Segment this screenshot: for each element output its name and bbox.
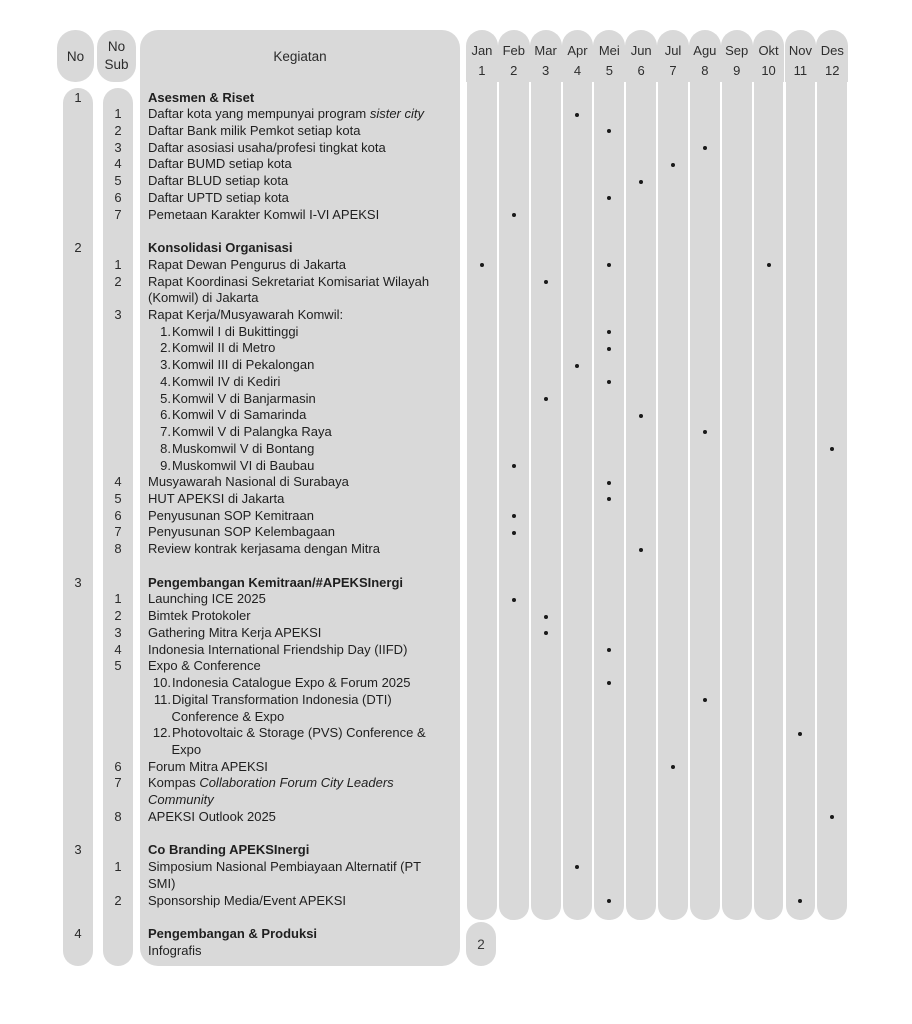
row-activity-cell — [140, 274, 458, 291]
row-list-marker: 2. — [160, 340, 171, 356]
row-activity-cell — [140, 324, 458, 341]
schedule-row — [0, 926, 912, 943]
activity-month-dot — [607, 129, 611, 133]
activity-month-dot — [639, 180, 643, 184]
row-activity-cell — [140, 123, 458, 140]
activity-text: Pengembangan Kemitraan/#APEKSInergi — [148, 574, 404, 590]
row-subno-cell: 7 — [114, 775, 122, 791]
row-activity-cell — [140, 675, 458, 692]
activity-month-dot — [830, 815, 834, 819]
row-activity-cell — [140, 524, 458, 541]
schedule-row — [0, 591, 912, 608]
row-list-marker: 10. — [152, 675, 171, 691]
schedule-row — [0, 658, 912, 675]
schedule-row — [0, 642, 912, 659]
activity-text: Daftar kota yang mempunyai program — [148, 106, 370, 122]
row-subno-cell: 4 — [114, 641, 122, 657]
row-subno-cell: 5 — [114, 658, 122, 674]
activity-month-dot — [544, 631, 548, 635]
activity-text: Daftar Bank milik Pemkot setiap kota — [148, 122, 361, 138]
row-activity-cell — [140, 156, 458, 173]
activity-text: Rapat Koordinasi Sekretariat Komisariat Wilayah — [148, 273, 430, 289]
row-subno-cell: 2 — [114, 122, 122, 138]
jan-footer-badge-value: 2 — [477, 936, 485, 952]
row-list-marker: 8. — [160, 440, 171, 456]
row-activity-cell — [140, 926, 458, 943]
activity-month-dot — [607, 497, 611, 501]
activity-month-dot — [703, 698, 707, 702]
activity-text: Community — [148, 792, 214, 808]
schedule-row — [0, 859, 912, 876]
row-activity-cell — [140, 374, 458, 391]
activity-text: Penyusunan SOP Kemitraan — [148, 507, 314, 523]
activity-month-dot — [703, 146, 707, 150]
row-subno-cell: 1 — [114, 256, 122, 272]
activity-month-dot — [607, 380, 611, 384]
row-subno-cell: 1 — [114, 859, 122, 875]
row-subno-cell: 2 — [114, 608, 122, 624]
activity-text: Pemetaan Karakter Komwil I-VI APEKSI — [148, 206, 380, 222]
activity-month-dot — [512, 464, 516, 468]
row-activity-cell — [140, 725, 458, 742]
row-subno-cell: 6 — [114, 189, 122, 205]
month-number-label: 12 — [825, 62, 840, 78]
row-no-cell: 2 — [74, 240, 82, 256]
schedule-row — [0, 123, 912, 140]
activity-month-dot — [671, 765, 675, 769]
activity-text: Komwil II di Metro — [172, 340, 276, 356]
row-activity-cell — [140, 190, 458, 207]
activity-text: Konsolidasi Organisasi — [148, 240, 293, 256]
activity-text: Daftar BLUD setiap kota — [148, 173, 289, 189]
schedule-row — [0, 909, 912, 926]
schedule-row — [0, 156, 912, 173]
row-activity-cell — [140, 207, 458, 224]
activity-text: Indonesia International Friendship Day (IIFD) — [148, 641, 408, 657]
activity-text: Daftar UPTD setiap kota — [148, 189, 289, 205]
schedule-row — [0, 491, 912, 508]
schedule-row — [0, 893, 912, 910]
schedule-row — [0, 575, 912, 592]
row-subno-cell: 2 — [114, 892, 122, 908]
schedule-row — [0, 106, 912, 123]
month-number-label: 5 — [605, 62, 613, 78]
row-activity-cell — [140, 859, 458, 876]
activity-month-dot — [607, 681, 611, 685]
activity-month-dot — [767, 263, 771, 267]
row-activity-cell — [140, 441, 458, 458]
month-number-label: 4 — [573, 62, 582, 78]
schedule-row — [0, 240, 912, 257]
activity-text: Review kontrak kerjasama dengan Mitra — [148, 541, 380, 557]
schedule-row — [0, 374, 912, 391]
activity-text: sister city — [369, 106, 424, 122]
schedule-row — [0, 558, 912, 575]
row-subno-cell: 3 — [114, 139, 122, 155]
row-activity-cell — [140, 240, 458, 257]
row-subno-cell: 8 — [114, 808, 122, 824]
row-no-cell: 3 — [74, 574, 82, 590]
month-number-label: 11 — [793, 62, 808, 78]
row-activity-cell — [140, 491, 458, 508]
schedule-row — [0, 876, 912, 893]
month-number-label: 1 — [478, 62, 486, 78]
column-header-kegiatan-label: Kegiatan — [273, 48, 327, 64]
activity-month-dot — [607, 263, 611, 267]
activity-month-dot — [607, 330, 611, 334]
schedule-row — [0, 424, 912, 441]
activity-text: Simposium Nasional Pembiayaan Alternatif (PT — [148, 859, 422, 875]
activity-month-dot — [544, 280, 548, 284]
row-no-cell: 1 — [74, 89, 82, 105]
activity-text: Asesmen & Riset — [148, 89, 255, 105]
row-list-marker: 6. — [160, 407, 171, 423]
row-subno-cell: 4 — [114, 156, 122, 172]
schedule-row — [0, 207, 912, 224]
activity-text: Komwil V di Banjarmasin — [172, 390, 316, 406]
row-subno-cell: 1 — [114, 591, 122, 607]
schedule-row — [0, 441, 912, 458]
schedule-row — [0, 742, 912, 759]
row-activity-cell — [140, 290, 458, 307]
activity-text: Pengembangan & Produksi — [148, 926, 318, 941]
row-activity-cell — [140, 792, 458, 809]
schedule-row — [0, 675, 912, 692]
activity-text: Digital Transformation Indonesia (DTI) — [172, 691, 392, 707]
row-activity-cell — [140, 642, 458, 659]
activity-text: Daftar asosiasi usaha/profesi tingkat kota — [148, 139, 386, 155]
schedule-row — [0, 140, 912, 157]
month-abbr-label: Des — [820, 43, 844, 58]
row-subno-cell: 7 — [114, 524, 122, 540]
schedule-row — [0, 474, 912, 491]
row-activity-cell — [140, 943, 458, 960]
month-abbr-label: Mei — [598, 43, 620, 58]
schedule-row — [0, 775, 912, 792]
row-activity-cell — [140, 809, 458, 826]
month-abbr-label: Jul — [664, 43, 682, 58]
activity-text: APEKSI Outlook 2025 — [148, 808, 276, 824]
schedule-row — [0, 625, 912, 642]
activity-text: Daftar BUMD setiap kota — [148, 156, 292, 172]
schedule-row — [0, 173, 912, 190]
activity-month-dot — [607, 899, 611, 903]
row-subno-cell: 7 — [114, 206, 122, 222]
schedule-row — [0, 357, 912, 374]
activity-text: Expo & Conference — [148, 658, 261, 674]
activity-text: Komwil V di Palangka Raya — [172, 424, 332, 440]
row-subno-cell: 5 — [114, 491, 122, 507]
activity-text: Muskomwil V di Bontang — [172, 440, 315, 456]
row-activity-cell — [140, 424, 458, 441]
activity-month-dot — [607, 648, 611, 652]
month-number-label: 3 — [541, 62, 550, 78]
activity-text: Musyawarah Nasional di Surabaya — [148, 474, 349, 490]
activity-text: (Komwil) di Jakarta — [148, 290, 259, 306]
month-abbr-label: Apr — [567, 43, 588, 58]
activity-text: Gathering Mitra Kerja APEKSI — [148, 624, 322, 640]
row-subno-cell: 8 — [114, 541, 122, 557]
schedule-row — [0, 274, 912, 291]
row-activity-cell — [140, 106, 458, 123]
activity-text: Bimtek Protokoler — [148, 608, 251, 624]
activity-month-dot — [830, 447, 834, 451]
month-abbr-label: Jan — [471, 43, 493, 58]
month-number-label: 9 — [733, 62, 741, 78]
activity-text: Rapat Kerja/Musyawarah Komwil: — [148, 306, 344, 322]
month-abbr-label: Nov — [788, 43, 812, 58]
row-activity-cell — [140, 692, 458, 709]
row-activity-cell — [140, 307, 458, 324]
month-abbr-label: Jun — [630, 43, 652, 58]
activity-text: Komwil III di Pekalongan — [172, 357, 315, 373]
schedule-row — [0, 842, 912, 859]
row-activity-cell — [140, 759, 458, 776]
month-number-label: 6 — [637, 62, 645, 78]
activity-month-dot — [512, 514, 516, 518]
schedule-row — [0, 340, 912, 357]
row-activity-cell — [140, 340, 458, 357]
activity-text: Indonesia Catalogue Expo & Forum 2025 — [172, 675, 411, 691]
row-subno-cell: 5 — [114, 173, 122, 189]
activity-text: Penyusunan SOP Kelembagaan — [148, 524, 335, 540]
schedule-row — [0, 709, 912, 726]
month-abbr-label: Sep — [725, 43, 749, 58]
activity-month-dot — [544, 397, 548, 401]
row-activity-cell — [140, 541, 458, 558]
schedule-row — [0, 692, 912, 709]
schedule-row — [0, 809, 912, 826]
activity-month-dot — [607, 196, 611, 200]
activity-month-dot — [607, 481, 611, 485]
row-list-marker: 7. — [160, 424, 171, 440]
row-activity-cell — [140, 173, 458, 190]
row-activity-cell — [140, 608, 458, 625]
row-activity-cell — [140, 575, 458, 592]
schedule-row — [0, 792, 912, 809]
activity-text: Kompas — [148, 775, 200, 791]
activity-text: Conference & Expo — [171, 708, 285, 724]
row-list-marker: 1. — [160, 323, 171, 339]
row-activity-cell — [140, 391, 458, 408]
activity-month-dot — [639, 548, 643, 552]
activity-text: Komwil V di Samarinda — [172, 407, 307, 423]
month-number-label: 8 — [701, 62, 709, 78]
month-abbr-label: Feb — [502, 43, 525, 58]
month-number-label: 2 — [510, 62, 518, 78]
row-activity-cell — [140, 140, 458, 157]
activity-text: Expo — [171, 741, 202, 757]
row-no-cell: 4 — [74, 926, 82, 941]
activity-text: Infografis — [148, 942, 202, 958]
row-activity-cell — [140, 742, 458, 759]
row-subno-cell: 6 — [114, 507, 122, 523]
activity-text: Co Branding APEKSInergi — [148, 842, 310, 858]
row-subno-cell: 4 — [114, 474, 122, 490]
row-list-marker: 12. — [152, 725, 171, 741]
activity-text: Muskomwil VI di Baubau — [172, 457, 315, 473]
row-activity-cell — [140, 474, 458, 491]
activity-text: SMI) — [148, 875, 176, 891]
row-list-marker: 9. — [160, 457, 171, 473]
activity-month-dot — [671, 163, 675, 167]
activity-month-dot — [639, 414, 643, 418]
month-number-label: 7 — [669, 62, 677, 78]
row-activity-cell — [140, 625, 458, 642]
schedule-row — [0, 759, 912, 776]
schedule-row — [0, 223, 912, 240]
schedule-row — [0, 307, 912, 324]
row-subno-cell: 3 — [114, 624, 122, 640]
activity-month-dot — [575, 865, 579, 869]
row-activity-cell — [140, 458, 458, 475]
row-activity-cell — [140, 357, 458, 374]
month-abbr-label: Mar — [534, 43, 557, 58]
row-activity-cell — [140, 893, 458, 910]
schedule-row — [0, 826, 912, 843]
month-number-label: 10 — [761, 62, 776, 78]
activity-month-dot — [544, 615, 548, 619]
activity-month-dot — [512, 598, 516, 602]
row-activity-cell — [140, 407, 458, 424]
activity-month-dot — [607, 347, 611, 351]
column-header-no-label: No — [66, 48, 85, 64]
schedule-row — [0, 458, 912, 475]
activity-text: Photovoltaic & Storage (PVS) Conference & — [172, 725, 426, 741]
activity-text: Sponsorship Media/Event APEKSI — [148, 892, 347, 908]
row-activity-cell — [140, 90, 458, 107]
schedule-row — [0, 524, 912, 541]
schedule-row — [0, 391, 912, 408]
activity-month-dot — [798, 899, 802, 903]
schedule-row — [0, 508, 912, 525]
activity-month-dot — [512, 531, 516, 535]
schedule-row — [0, 190, 912, 207]
schedule-row — [0, 407, 912, 424]
row-activity-cell — [140, 876, 458, 893]
activity-month-dot — [575, 113, 579, 117]
schedule-row — [0, 943, 912, 960]
row-list-marker: 11. — [153, 691, 171, 707]
activity-text: Rapat Dewan Pengurus di Jakarta — [148, 256, 347, 272]
activity-text: Komwil I di Bukittinggi — [172, 323, 299, 339]
row-subno-cell: 1 — [114, 106, 122, 122]
row-activity-cell — [140, 658, 458, 675]
month-abbr-label: Agu — [693, 43, 717, 58]
row-activity-cell — [140, 257, 458, 274]
row-activity-cell — [140, 591, 458, 608]
schedule-row — [0, 257, 912, 274]
row-subno-cell: 6 — [114, 758, 122, 774]
schedule-row — [0, 725, 912, 742]
row-activity-cell — [140, 842, 458, 859]
column-header-no-sub-bottom-label: Sub — [104, 57, 129, 72]
activity-text: Forum Mitra APEKSI — [148, 758, 268, 774]
row-list-marker: 5. — [160, 390, 171, 406]
column-header-no-sub-top-label: No — [107, 39, 126, 55]
activity-month-dot — [703, 430, 707, 434]
row-subno-cell: 3 — [114, 306, 122, 322]
activity-month-dot — [480, 263, 484, 267]
activity-text: HUT APEKSI di Jakarta — [148, 491, 285, 507]
schedule-row — [0, 90, 912, 107]
month-abbr-label: Okt — [758, 43, 779, 58]
row-activity-cell — [140, 508, 458, 525]
activity-text: Komwil IV di Kediri — [172, 373, 281, 389]
activity-text: Launching ICE 2025 — [148, 591, 266, 607]
activity-month-dot — [575, 364, 579, 368]
activity-month-dot — [798, 732, 802, 736]
row-subno-cell: 2 — [114, 273, 122, 289]
row-activity-cell — [140, 709, 458, 726]
row-activity-cell — [140, 775, 458, 792]
schedule-row — [0, 541, 912, 558]
row-list-marker: 3. — [160, 357, 171, 373]
schedule-row — [0, 324, 912, 341]
row-list-marker: 4. — [160, 373, 171, 389]
schedule-row — [0, 608, 912, 625]
activity-text: Collaboration Forum City Leaders — [199, 775, 394, 791]
schedule-row — [0, 290, 912, 307]
activity-month-dot — [512, 213, 516, 217]
row-no-cell: 3 — [74, 842, 82, 858]
